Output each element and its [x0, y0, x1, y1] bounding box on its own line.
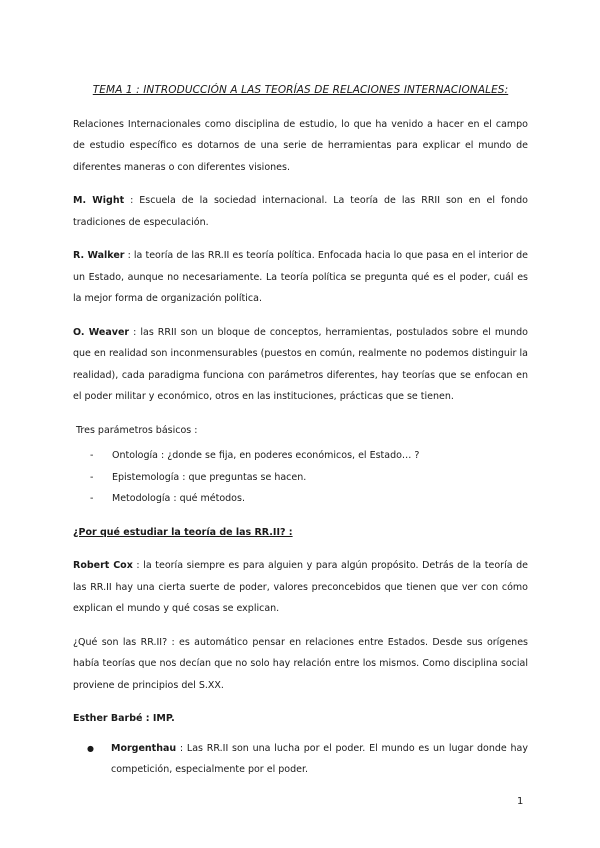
- bullet-list: [73, 738, 528, 781]
- list-item: [73, 488, 528, 510]
- params-intro: Tres parámetros básicos :: [76, 424, 198, 436]
- paragraph-text: : la teoría de las RR.II es teoría política. Enfocada hacia lo que pasa en el interior de un Estado, aunque no necesariamente. La teoría política se pregunta qué es el poder, cuál es la mejor forma de organización política.: [73, 250, 528, 304]
- list-item-text: Epistemología : que preguntas se hacen.: [112, 471, 307, 483]
- paragraph-text: : la teoría siempre es para alguien y para algún propósito. Detrás de la teoría de las RR.II hay una cierta suerte de poder, valores preconcebidos que tienen que ver con cómo explican el mundo y qué cosas se explican.: [73, 560, 528, 614]
- list-item-text: : Las RR.II son una lucha por el poder. El mundo es un lugar donde hay competición, especialmente por el poder.: [111, 742, 528, 775]
- section-heading: ¿Por qué estudiar la teoría de las RR.II? :: [73, 526, 293, 538]
- list-item: [73, 738, 528, 781]
- paragraph-text: : Escuela de la sociedad internacional. La teoría de las RRII son en el fondo tradiciones de especulación.: [73, 195, 528, 228]
- list-item: [73, 445, 528, 467]
- dash-marker: -: [90, 471, 94, 483]
- list-item: [73, 467, 528, 489]
- author-name: O. Weaver: [73, 326, 130, 338]
- intro-paragraph: Relaciones Internacionales como disciplina de estudio, lo que ha venido a hacer en el campo de estudio específico es dotarnos de una serie de herramientas para explicar el mundo de diferentes maneras o con diferentes visiones.: [73, 118, 528, 173]
- author-name: R. Walker: [73, 250, 125, 261]
- wight-paragraph: [73, 190, 528, 233]
- list-item-text: Metodología : qué métodos.: [112, 493, 245, 504]
- document-body: [73, 80, 528, 781]
- dash-marker: -: [90, 450, 94, 461]
- bullet-icon: ●: [87, 743, 94, 753]
- author-name: M. Wight: [73, 195, 125, 206]
- dash-marker: -: [90, 493, 94, 504]
- weaver-paragraph: [73, 322, 528, 408]
- barbe-heading: Esther Barbé : IMP.: [73, 713, 175, 724]
- que-son-paragraph: ¿Qué son las RR.II? : es automático pensar en relaciones entre Estados. Desde sus orígenes había teorías que nos decían que no solo hay relación entre los mismos. Como disciplina social proviene de principios del S.XX.: [73, 636, 528, 691]
- paragraph-text: : las RRII son un bloque de conceptos, herramientas, postulados sobre el mundo que en realidad son inconmensurables (puestos en común, realmente no podemos distinguir la realidad), cada paradigma funciona con parámetros diferentes, hay teorías que se enfocan en el poder militar y económico, otros en las instituciones, prácticas que se tienen.: [73, 326, 528, 402]
- walker-paragraph: [73, 245, 528, 310]
- list-item-text: Ontología : ¿donde se fija, en poderes económicos, el Estado… ?: [112, 450, 420, 461]
- author-name: Robert Cox: [73, 560, 133, 571]
- author-name: Morgenthau: [111, 742, 177, 754]
- page-title: TEMA 1 : INTRODUCCIÓN A LAS TEORÍAS DE RELACIONES INTERNACIONALES:: [92, 84, 509, 96]
- params-list: [73, 445, 528, 510]
- page-number: 1: [517, 796, 524, 807]
- cox-paragraph: [73, 555, 528, 620]
